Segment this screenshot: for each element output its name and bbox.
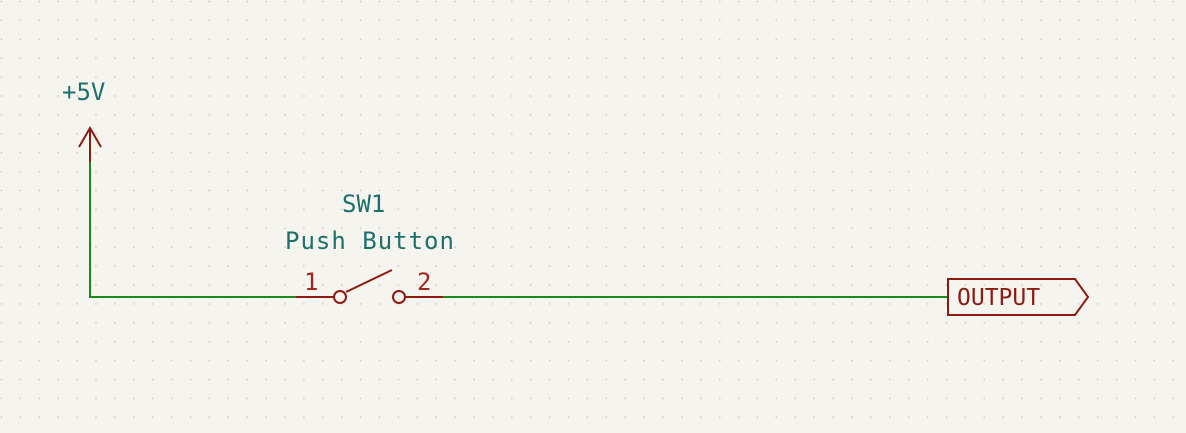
global-label-text: OUTPUT [957, 285, 1041, 311]
switch-pin1-number: 1 [304, 268, 319, 296]
switch-reference: SW1 [342, 190, 386, 218]
power-net-label: +5V [62, 78, 106, 106]
switch-pin2-number: 2 [417, 268, 432, 296]
switch-value: Push Button [285, 227, 455, 255]
